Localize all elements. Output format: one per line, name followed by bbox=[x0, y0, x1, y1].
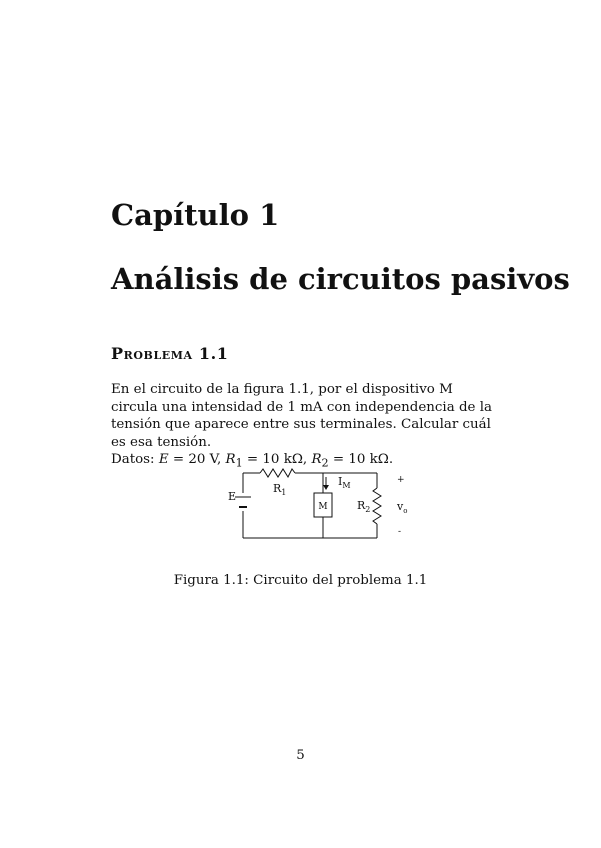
label-im bbox=[338, 475, 351, 490]
label-minus: - bbox=[398, 527, 402, 537]
data-r1-symbol: R bbox=[225, 452, 236, 468]
page-number: 5 bbox=[296, 748, 305, 763]
label-r2-sub: 2 bbox=[365, 505, 371, 514]
data-r2-subscript: 2 bbox=[321, 457, 329, 471]
chapter-label: Capítulo 1 bbox=[111, 198, 280, 232]
resistor-r2 bbox=[373, 488, 381, 524]
problem-statement bbox=[111, 381, 501, 473]
label-r1 bbox=[273, 482, 286, 497]
problem-text: En el circuito de la figura 1.1, por el dispositivo M circula una intensidad de 1 mA con independencia de la tensión que aparece entre sus terminales. Calcular cuál es esa tensión. bbox=[111, 382, 492, 450]
data-e-symbol: E bbox=[158, 452, 169, 468]
label-r1-sub: 1 bbox=[281, 488, 287, 497]
resistor-r1 bbox=[260, 469, 295, 477]
label-r1-main: R bbox=[273, 482, 282, 495]
current-arrow-im bbox=[323, 477, 329, 490]
label-vo-main: v bbox=[397, 500, 404, 513]
label-vo-sub: o bbox=[403, 507, 408, 515]
battery-symbol bbox=[235, 497, 251, 507]
circuit-diagram bbox=[222, 466, 407, 548]
data-r2-symbol: R bbox=[311, 452, 322, 468]
figure-caption: Figura 1.1: Circuito del problema 1.1 bbox=[173, 573, 428, 588]
data-r1-value: = 10 kΩ, bbox=[242, 452, 312, 468]
label-im-sub: M bbox=[342, 481, 351, 490]
data-r1-subscript: 1 bbox=[235, 457, 243, 471]
data-e-value: = 20 V, bbox=[168, 452, 226, 468]
label-plus: + bbox=[397, 475, 405, 485]
label-vo bbox=[396, 500, 407, 515]
data-r2-value: = 10 kΩ. bbox=[328, 452, 394, 468]
label-r2-main: R bbox=[357, 499, 366, 512]
label-r2 bbox=[357, 499, 370, 514]
label-device-m: M bbox=[318, 502, 328, 512]
data-label: Datos: bbox=[111, 452, 155, 468]
problem-heading: Problema 1.1 bbox=[111, 344, 229, 363]
label-im-main: I bbox=[338, 475, 343, 488]
chapter-title: Análisis de circuitos pasivos bbox=[111, 262, 570, 296]
label-e: E bbox=[228, 490, 237, 503]
